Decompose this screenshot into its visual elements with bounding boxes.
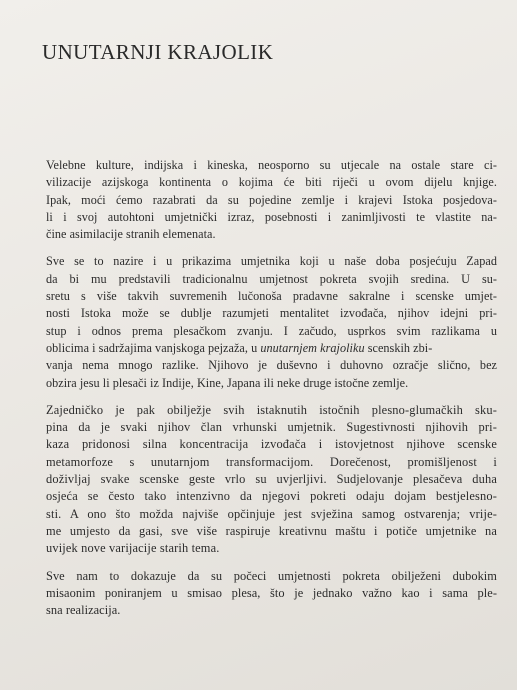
text-line: čine asimilacije stranih elemenata.: [46, 227, 216, 242]
paragraph-4: [46, 568, 497, 620]
text-segment: scenskih zbi-: [364, 340, 433, 355]
text-line: Velebne kulture, indijska i kineska, neosporno su utjecale na ostale stare ci-: [46, 158, 497, 172]
text-line: uvijek nove varijacije starih tema.: [46, 541, 220, 556]
text-line: vilizacije azijskoga kontinenta o kojima će biti riječi u ovom dijelu knjige.: [46, 175, 497, 190]
text-line: me umjesto da gasi, sve više raspiruje kreativnu maštu i potiče umjetnike na: [46, 523, 497, 538]
italic-phrase: unutarnjem krajoliku: [260, 340, 365, 355]
text-line: sretu s više takvih suvremenih lučonoša pradavne sakralne i scenske umjet-: [46, 289, 497, 304]
text-line: osjeća se često tako intenzivno da njegovi pokreti odaju dojam bestjelesno-: [46, 489, 497, 504]
text-line: stup i odnos prema plesačkom zvanju. I začudo, usprkos svim razlikama u: [46, 323, 497, 338]
chapter-title: UNUTARNJI KRAJOLIK: [42, 40, 274, 64]
paragraph-1: [46, 157, 497, 243]
text-segment: oblicima i sadržajima vanjskoga pejzaža, u: [46, 340, 261, 355]
text-line: sna realizacija.: [46, 603, 121, 618]
text-line: doživljaj svake scenske geste vrlo su uvjerljivi. Sudjelovanje plesačeva duha: [46, 472, 497, 487]
text-line: li i svoj autohtoni umjetnički izraz, posebnosti i zanimljivosti te vlastite na-: [46, 209, 497, 224]
text-line: Sve nam to dokazuje da su počeci umjetnosti pokreta obilježeni dubokim: [46, 568, 497, 583]
text-line: misaonim poniranjem u smisao plesa, što je jednako važno kao i sama ple-: [46, 585, 497, 600]
text-line: vanja nema mnogo razlike. Njihovo je duševno i duhovno ozračje slično, bez: [46, 358, 497, 373]
text-line: nosti Istoka može se dublje razumjeti mentalitet izvođača, njihov idejni pri-: [46, 306, 497, 321]
text-line: Sve se to nazire i u prikazima umjetnika koji u naše doba posjećuju Zapad: [46, 254, 497, 269]
text-line: Zajedničko je pak obilježje svih istaknutih istočnih plesno-glumačkih sku-: [46, 402, 497, 417]
text-line: Ipak, moći ćemo razabrati da su pojedine zemlje i krajevi Istoka posjedova-: [46, 192, 497, 207]
body-text: [46, 157, 497, 629]
text-line: metamorfoze s unutarnjom transformacijom. Dorečenost, promišljenost i: [46, 454, 497, 469]
text-line: kaza pridonosi silna koncentracija izvođača i istovjetnost njihove scenske: [46, 437, 497, 452]
text-line: obzira jesu li plesači iz Indije, Kine, Japana ili neke druge istočne zemlje.: [46, 375, 409, 390]
paragraph-3: [46, 402, 497, 558]
text-line: [46, 340, 497, 357]
paragraph-2: [46, 253, 497, 391]
text-line: pina da je svaki njihov član vrhunski umjetnik. Sugestivnosti njihovih pri-: [46, 420, 497, 435]
text-line: sti. A ono što možda najviše opčinjuje jest svježina samog ostvarenja; vrije-: [46, 506, 497, 521]
text-line: da bi mu predstavili tradicionalnu umjetnost pokreta svojih sredina. U su-: [46, 271, 497, 286]
